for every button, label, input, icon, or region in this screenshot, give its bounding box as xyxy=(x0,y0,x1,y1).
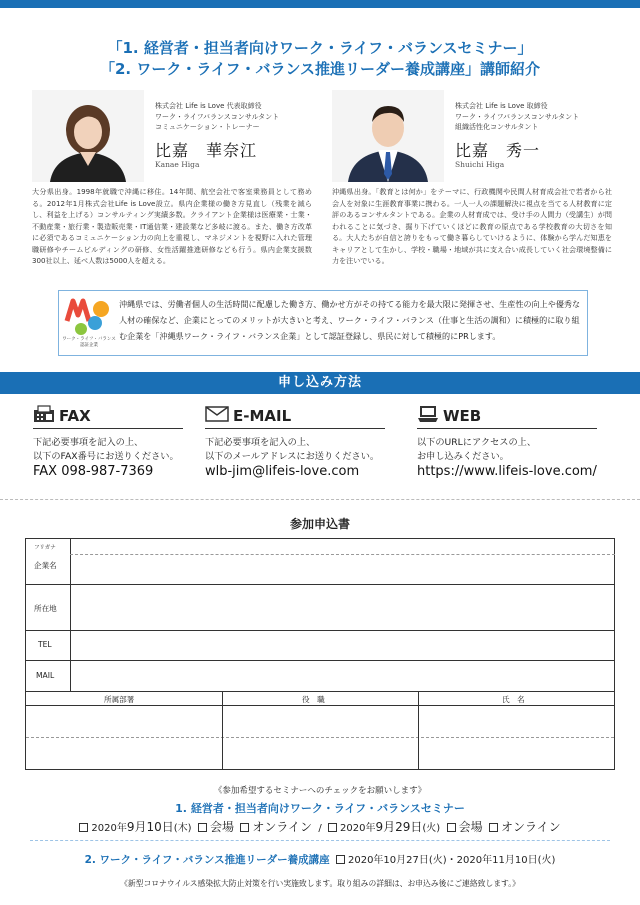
email-address[interactable]: wlb-jim@lifeis-love.com xyxy=(205,464,360,479)
online-1-checkbox[interactable] xyxy=(240,823,249,832)
date-1-md: 9月10日 xyxy=(126,820,174,834)
wlb-logo xyxy=(61,293,115,351)
instruction-line: お申し込みください。 xyxy=(417,450,509,462)
online-label: オンライン xyxy=(500,820,561,834)
row-divider xyxy=(26,584,614,585)
date-1-dow: (木) xyxy=(173,823,192,834)
divider xyxy=(33,428,183,429)
separator: / xyxy=(318,823,322,834)
label-column-divider xyxy=(70,539,71,691)
instruction-line: 下記必要事項を記入の上、 xyxy=(205,437,316,448)
form-title: 参加申込書 xyxy=(289,517,350,531)
method-web xyxy=(417,406,617,479)
speaker-photo-kanae xyxy=(32,90,144,182)
furigana-label: フリガナ xyxy=(34,545,56,551)
tel-label: TEL xyxy=(38,640,52,649)
date-2-dow: (火) xyxy=(422,823,441,834)
speaker-bio: 沖縄県出身。「教育とは何か」をテーマに、行政機関や民間人材育成会社で若者から社会人を対象に生涯教育事業に携わる。一人一人の課題解決に視点を当てる人材教育に定評のあるコンサルタントである。企業の人材育成では、受け手の人間力（受講生）が問われることに気づき、掘り下げていくほどに教育の原点である学校教育の大切さを知る。大人たちが自信と誇りをもって働き暮らしていけるように、体験から学んだ知恵をキャリアとして生かし、学校・職場・地域が共に支え合い成長していく社会環境整備に力を注いでいる。 xyxy=(332,187,612,265)
method-label: FAX xyxy=(59,407,91,425)
fax-number: FAX 098-987-7369 xyxy=(33,464,154,479)
top-bar xyxy=(0,0,640,8)
affiliation-line: 株式会社 Life is Love 取締役 xyxy=(455,102,548,110)
instruction-line: 以下のメールアドレスにお送りください。 xyxy=(205,450,380,462)
row-divider xyxy=(26,630,614,631)
speaker-name: 比嘉 華奈江 xyxy=(155,141,258,160)
seminar-2-checkbox[interactable] xyxy=(336,855,345,864)
mail-field[interactable] xyxy=(72,662,612,689)
col-divider xyxy=(222,691,223,770)
divider xyxy=(417,428,597,429)
furigana-divider xyxy=(70,554,615,555)
date-1-checkbox[interactable] xyxy=(79,823,88,832)
method-instructions xyxy=(205,436,379,463)
application-method-band: 申し込み方法 xyxy=(0,372,640,394)
venue-1-checkbox[interactable] xyxy=(198,823,207,832)
seminar-2-options xyxy=(0,851,640,867)
affiliation-line: 株式会社 Life is Love 代表取締役 xyxy=(155,102,262,110)
tel-field[interactable] xyxy=(72,632,612,658)
date-2-md: 9月29日 xyxy=(375,820,423,834)
date-2-year: 2020年 xyxy=(340,823,376,834)
divider xyxy=(205,428,385,429)
certification-info-text: 沖縄県では、労働者個人の生活時間に配慮した働き方、働かせ方がその持てる能力を最大限に発揮させ、生産性の向上や優秀な人材の確保など、企業にとってのメリットが大きいと考え、ワーク・ライフ・バランス（仕事と生活の調和）に積極的に取り組む企業を「沖縄県ワーク・ライフ・バランス企業」として認証登録し、県民に対して積極的にPRします。 xyxy=(119,299,581,341)
method-instructions xyxy=(417,436,536,463)
row-divider xyxy=(26,737,614,738)
page-title xyxy=(0,38,640,80)
speaker-affiliation xyxy=(455,101,579,133)
cut-line xyxy=(0,499,640,500)
mail-icon xyxy=(205,406,229,426)
name-header: 氏 名 xyxy=(502,695,525,704)
certification-info-box xyxy=(58,290,588,356)
seminar-1-options xyxy=(0,818,640,835)
venue-label: 会場 xyxy=(209,820,234,834)
logo-caption: ワーク・ライフ・バランス 認証企業 xyxy=(62,337,116,348)
title-line-1: 「1. 経営者・担当者向けワーク・ライフ・バランスセミナー」 xyxy=(107,39,533,57)
dept-header: 所属部署 xyxy=(104,695,135,704)
method-email xyxy=(205,406,395,479)
company-label: 企業名 xyxy=(34,561,57,570)
method-label: WEB xyxy=(443,407,482,425)
seminar-divider xyxy=(30,840,610,841)
seminar-2-dates: 2020年10月27日(火)・2020年11月10日(火) xyxy=(347,855,556,866)
instruction-line: 以下のURLにアクセスの上、 xyxy=(417,437,537,448)
website-url[interactable]: https://www.lifeis-love.com/ xyxy=(417,464,597,479)
instruction-line: 下記必要事項を記入の上、 xyxy=(33,437,144,448)
role-header: 役 職 xyxy=(302,695,325,704)
method-instructions xyxy=(33,436,179,463)
check-note: 《参加希望するセミナーへのチェックをお願いします》 xyxy=(213,786,427,796)
footnote: 《新型コロナウイルス感染拡大防止対策を行い実施致します。取り組みの詳細は、お申込み後にご連絡致します。》 xyxy=(120,879,520,888)
online-label: オンライン xyxy=(252,820,312,834)
venue-2-checkbox[interactable] xyxy=(447,823,456,832)
web-icon xyxy=(417,405,439,427)
method-label: E-MAIL xyxy=(233,407,292,425)
online-2-checkbox[interactable] xyxy=(489,823,498,832)
speaker-name-romaji: Shuichi Higa xyxy=(455,160,505,169)
speaker-name-romaji: Kanae Higa xyxy=(155,160,200,169)
affiliation-line: コミュニケーション・トレーナー xyxy=(155,123,260,131)
seminar-1-title: 1. 経営者・担当者向けワーク・ライフ・バランスセミナー xyxy=(175,802,465,815)
speaker-photo-shuichi xyxy=(332,90,444,182)
application-form xyxy=(25,538,615,770)
row-divider xyxy=(26,691,614,692)
date-2-checkbox[interactable] xyxy=(328,823,337,832)
date-1-year: 2020年 xyxy=(91,823,127,834)
seminar-2-title: 2. ワーク・ライフ・バランス推進リーダー養成講座 xyxy=(84,854,330,866)
col-divider xyxy=(418,691,419,770)
affiliation-line: ワーク・ライフバランスコンサルタント xyxy=(155,112,280,121)
method-fax xyxy=(33,406,193,479)
speaker-affiliation xyxy=(155,101,279,133)
company-field[interactable] xyxy=(72,556,612,582)
speaker-bio: 大分県出身。1998年就職で沖縄に移住。14年間、航空会社で客室乗務員として務める。2012年1月株式会社Life is Love設立。県内企業様の働き方見直し（残業を減らし、利益を上げる）コンサルティング実績多数。クライアント企業様は医療業・士業・不動産業・旅行業・製造販売業・IT通信業・建設業など多岐に渡る。また、働き方改革に必須であるコミュニケーション力の向上を重視し、マネジメントを視野に入れた管理職研修やチームビルディングの研修、女性活躍推進研修なども行う。県内企業支援数300社以上、延べ人数は5000人を超える。 xyxy=(32,187,312,265)
address-field[interactable] xyxy=(72,586,612,628)
row-divider xyxy=(26,705,614,706)
mail-label: MAIL xyxy=(36,671,55,680)
speaker-name: 比嘉 秀一 xyxy=(455,141,541,160)
instruction-line: 以下のFAX番号にお送りください。 xyxy=(33,450,179,462)
row-divider xyxy=(26,660,614,661)
venue-label: 会場 xyxy=(458,820,483,834)
wlb-logo-icon xyxy=(61,293,115,337)
fax-icon xyxy=(33,405,55,427)
title-line-2: 「2. ワーク・ライフ・バランス推進リーダー養成講座」講師紹介 xyxy=(99,60,540,78)
affiliation-line: ワーク・ライフバランスコンサルタント xyxy=(455,112,580,121)
address-label: 所在地 xyxy=(34,604,57,613)
affiliation-line: 組織活性化コンサルタント xyxy=(455,123,539,131)
